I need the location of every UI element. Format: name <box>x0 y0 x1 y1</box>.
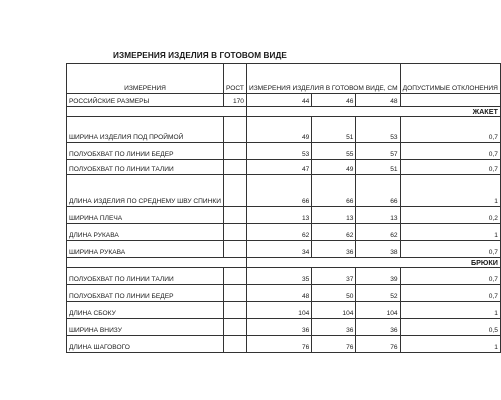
tolerance-empty <box>400 94 500 107</box>
measure-label: ШИРИНА ПЛЕЧА <box>67 207 224 224</box>
measure-label: ДЛИНА ИЗДЕЛИЯ ПО СРЕДНЕМУ ШВУ СПИНКИ <box>67 175 224 207</box>
section-row <box>67 107 501 117</box>
size-3-value: 66 <box>356 175 400 207</box>
size-2-value: 104 <box>312 302 356 319</box>
size-2-value: 50 <box>312 285 356 302</box>
size-3-value: 62 <box>356 224 400 241</box>
size-3-value: 38 <box>356 241 400 258</box>
header-tolerance: ДОПУСТИМЫЕ ОТКЛОНЕНИЯ <box>400 64 500 94</box>
tolerance-value: 0,7 <box>400 241 500 258</box>
size-2-value: 13 <box>312 207 356 224</box>
header-sizes: ИЗМЕРЕНИЯ ИЗДЕЛИЯ В ГОТОВОМ ВИДЕ, СМ <box>246 64 400 94</box>
size-1-value: 76 <box>246 336 311 353</box>
tolerance-value: 0,2 <box>400 207 500 224</box>
measure-label: ПОЛУОБХВАТ ПО ЛИНИИ БЕДЕР <box>67 285 224 302</box>
size-1-value: 62 <box>246 224 311 241</box>
size-1-value: 66 <box>246 175 311 207</box>
rost-cell <box>224 160 247 175</box>
tolerance-value: 1 <box>400 302 500 319</box>
rost-value: 170 <box>224 94 247 107</box>
table-row <box>67 143 501 160</box>
rost-cell <box>224 207 247 224</box>
section-empty-cell <box>67 258 247 268</box>
table-row <box>67 285 501 302</box>
rost-cell <box>224 319 247 336</box>
size-2-value: 66 <box>312 175 356 207</box>
size-1-value: 104 <box>246 302 311 319</box>
size-2-value: 37 <box>312 268 356 285</box>
tolerance-value: 1 <box>400 175 500 207</box>
size-1-value: 35 <box>246 268 311 285</box>
size-3-value: 13 <box>356 207 400 224</box>
size-1-value: 53 <box>246 143 311 160</box>
measure-label: ДЛИНА ШАГОВОГО <box>67 336 224 353</box>
table-row <box>67 117 501 143</box>
tolerance-value: 1 <box>400 336 500 353</box>
measure-label: ПОЛУОБХВАТ ПО ЛИНИИ ТАЛИИ <box>67 268 224 285</box>
size-3-value: 52 <box>356 285 400 302</box>
table-row <box>67 207 501 224</box>
size-3-value: 57 <box>356 143 400 160</box>
header-row <box>67 64 501 94</box>
size-1-value: 36 <box>246 319 311 336</box>
table-row <box>67 241 501 258</box>
tolerance-value: 0,7 <box>400 143 500 160</box>
sizes-label: РОССИЙСКИЕ РАЗМЕРЫ <box>67 94 224 107</box>
header-measure: ИЗМЕРЕНИЯ <box>67 64 224 94</box>
rost-cell <box>224 285 247 302</box>
tolerance-value: 0,5 <box>400 319 500 336</box>
measure-label: ШИРИНА ВНИЗУ <box>67 319 224 336</box>
size-3-value: 51 <box>356 160 400 175</box>
measure-label: ПОЛУОБХВАТ ПО ЛИНИИ ТАЛИИ <box>67 160 224 175</box>
tolerance-value: 0,7 <box>400 268 500 285</box>
size-3-value: 53 <box>356 117 400 143</box>
rost-cell <box>224 241 247 258</box>
rost-cell <box>224 175 247 207</box>
size-1-value: 13 <box>246 207 311 224</box>
measure-label: ШИРИНА ИЗДЕЛИЯ ПОД ПРОЙМОЙ <box>67 117 224 143</box>
size-2-value: 62 <box>312 224 356 241</box>
size-2-value: 36 <box>312 241 356 258</box>
measurements-table <box>66 63 501 353</box>
measure-label: ДЛИНА РУКАВА <box>67 224 224 241</box>
size-1-value: 49 <box>246 117 311 143</box>
size-3-value: 36 <box>356 319 400 336</box>
size-2: 46 <box>312 94 356 107</box>
size-1-value: 34 <box>246 241 311 258</box>
table-row <box>67 175 501 207</box>
rost-cell <box>224 336 247 353</box>
table-row <box>67 302 501 319</box>
size-2-value: 49 <box>312 160 356 175</box>
tolerance-value: 0,7 <box>400 285 500 302</box>
size-1: 44 <box>246 94 311 107</box>
size-2-value: 51 <box>312 117 356 143</box>
measure-label: ШИРИНА РУКАВА <box>67 241 224 258</box>
section-title: БРЮКИ <box>246 258 500 268</box>
table-row <box>67 268 501 285</box>
rost-cell <box>224 117 247 143</box>
section-empty-cell <box>67 107 247 117</box>
size-2-value: 36 <box>312 319 356 336</box>
size-3-value: 39 <box>356 268 400 285</box>
tolerance-value: 1 <box>400 224 500 241</box>
rost-cell <box>224 268 247 285</box>
rost-cell <box>224 302 247 319</box>
size-2-value: 55 <box>312 143 356 160</box>
table-row <box>67 224 501 241</box>
size-3: 48 <box>356 94 400 107</box>
tolerance-value: 0,7 <box>400 117 500 143</box>
tolerance-value: 0,7 <box>400 160 500 175</box>
measure-label: ПОЛУОБХВАТ ПО ЛИНИИ БЕДЕР <box>67 143 224 160</box>
size-3-value: 76 <box>356 336 400 353</box>
size-1-value: 47 <box>246 160 311 175</box>
header-rost: РОСТ <box>224 64 247 94</box>
section-row <box>67 258 501 268</box>
rost-cell <box>224 224 247 241</box>
section-title: ЖАКЕТ <box>246 107 500 117</box>
measure-label: ДЛИНА СБОКУ <box>67 302 224 319</box>
size-1-value: 48 <box>246 285 311 302</box>
size-2-value: 76 <box>312 336 356 353</box>
table-row <box>67 160 501 175</box>
table-row <box>67 336 501 353</box>
size-3-value: 104 <box>356 302 400 319</box>
sizes-row <box>67 94 501 107</box>
page-title: ИЗМЕРЕНИЯ ИЗДЕЛИЯ В ГОТОВОМ ВИДЕ <box>113 51 287 60</box>
rost-cell <box>224 143 247 160</box>
table-row <box>67 319 501 336</box>
